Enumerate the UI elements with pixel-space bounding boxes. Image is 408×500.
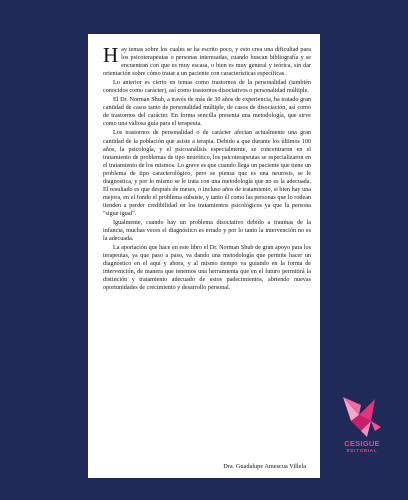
- paragraph-1-text: ay temas sobre los cuales se ha escrito poco, y esto crea una dificultad para los psicoterapeutas o personas interesadas, cuando buscan bibliografía y se encuentran con que es muy escasa, o bien es muy general y teórica, sin dar orientación sobre cómo tratar a un paciente con características específicas.: [103, 47, 311, 78]
- drop-cap: H: [103, 43, 119, 67]
- text-panel: [88, 34, 320, 478]
- paragraph-3: El Dr. Norman Shub, a través de más de 30 años de experiencia, ha tratado gran cantidad de casos tanto de personalidad múltiple, de casos de disociación, así como de trastornos del carácter. En forma sencilla presenta una metodología, que sirve como una valiosa guía para el terapeuta.: [103, 97, 311, 128]
- publisher-name: CESIGUE: [344, 439, 380, 448]
- origami-bird-icon: [337, 391, 383, 439]
- paragraph-4: Los trastornos de personalidad o de carácter afectan actualmente una gran cantidad de la población que asiste a terapia. Debido a que durante los últimos 100 años, la psicología, y el psicoanálisis especialmente, se concentraron en el tratamiento de problemas de tipo neurótico, los psicoterapeutas se especializaron en el tratamiento de los mismos. Lo grave es que cuando llega un paciente que tiene un problema de tipo caracterológico, pero se piensa que es una neurosis, se le diagnostica, y por lo mismo se le trata con una metodología que no es la adecuada. El resultado es que después de meses, o incluso años de tratamiento, si bien hay una mejora, en el fondo el problema subsiste, y tanto él como las personas que lo rodean tienden a perder credibilidad en los tratamientos psicológicos ya que la persona "sigue igual".: [103, 130, 311, 217]
- publisher-subtitle: EDITORIAL: [346, 448, 378, 453]
- publisher-logo: [337, 391, 387, 461]
- paragraph-6: La aportación que hace en este libro el Dr. Norman Shub de gran apoyo para los terapeutas, ya que paso a paso, va dando una metodología que permite hacer un diagnóstico en el aquí y ahora, y al mismo tiempo va guiando en la forma de intervención, de manera que tenemos una herramienta que en el futuro permitirá la distinción y tratamiento adecuado de estos padecimientos, abriendo nuevas oportunidades de crecimiento y desarrollo personal.: [103, 245, 311, 292]
- author-signature: Dra. Guadalupe Amescua Villela: [223, 463, 306, 470]
- paragraph-2: Lo anterior es cierto en temas como trastornos de la personalidad (también conocidos como carácter), así como trastornos disociativos o personalidad múltiple.: [103, 80, 311, 95]
- paragraph-5: Igualmente, cuando hay un problema disociativo debido a traumas de la infancia, muchas veces el diagnóstico es errado y por lo tanto la intervención no es la adecuada.: [103, 219, 311, 243]
- paragraph-1: [103, 43, 311, 78]
- text-block: [103, 43, 311, 293]
